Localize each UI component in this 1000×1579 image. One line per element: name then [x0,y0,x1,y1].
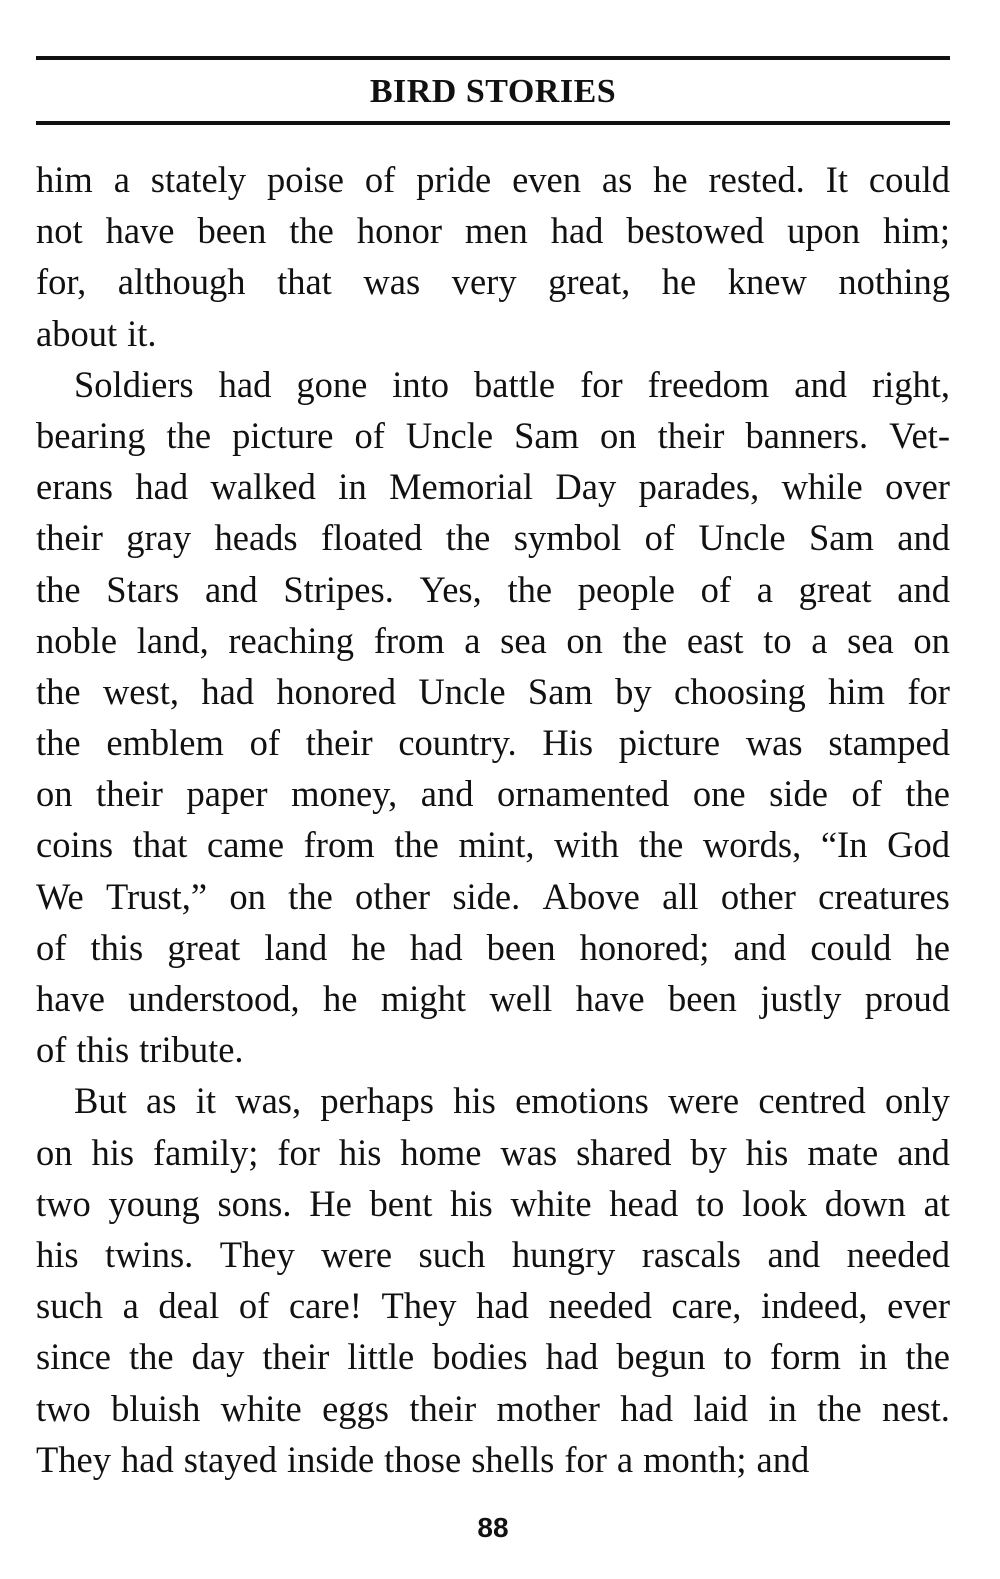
text-line: the Stars and Stripes. Yes, the people of a great and [36,568,950,610]
text-line: his twins. They were such hungry rascals and needed [36,1233,950,1275]
text-line: Soldiers had gone into battle for freedom and right, [74,363,950,405]
text-line: noble land, reaching from a sea on the east to a sea on [36,619,950,661]
text-line: We Trust,” on the other side. Above all other creatures [36,875,950,917]
book-page [36,0,950,1579]
paragraph [36,1075,950,1485]
text-line: of this great land he had been honored; and could he [36,926,950,968]
text-line: two bluish white eggs their mother had laid in the nest. [36,1387,950,1429]
text-line: the emblem of their country. His picture was stamped [36,722,950,764]
text-line: such a deal of care! They had needed care, indeed, ever [36,1285,950,1327]
text-line: their gray heads floated the symbol of Uncle Sam and [36,517,950,559]
text-line: on his family; for his home was shared by his mate and [36,1131,950,1173]
paragraph [36,359,950,1076]
text-line: since the day their little bodies had begun to form in the [36,1336,950,1378]
text-line: about it. [36,312,157,354]
text-line: the west, had honored Uncle Sam by choosing him for [36,670,950,712]
text-line: They had stayed inside those shells for a month; and [36,1438,810,1480]
page-number: 88 [477,1512,509,1543]
text-line: But as it was, perhaps his emotions were centred only [74,1080,950,1122]
text-line: for, although that was very great, he knew nothing [36,261,950,303]
paragraph [36,154,950,359]
header-rule-bottom [36,121,950,125]
text-line: on their paper money, and ornamented one side of the [36,773,950,815]
running-head: BIRD STORIES [369,73,617,110]
body-text [36,154,950,1485]
text-line: him a stately poise of pride even as he rested. It could [36,159,950,200]
text-line: not have been the honor men had bestowed upon him; [36,210,950,252]
text-line: coins that came from the mint, with the words, “In God [36,824,950,866]
text-line: bearing the picture of Uncle Sam on their banners. Vet- [36,414,950,456]
text-line: two young sons. He bent his white head to look down at [36,1182,950,1224]
text-line: of this tribute. [36,1029,244,1071]
header-rule-top [36,56,950,60]
text-line: erans had walked in Memorial Day parades, while over [36,466,950,508]
text-line: have understood, he might well have been justly proud [36,978,950,1019]
